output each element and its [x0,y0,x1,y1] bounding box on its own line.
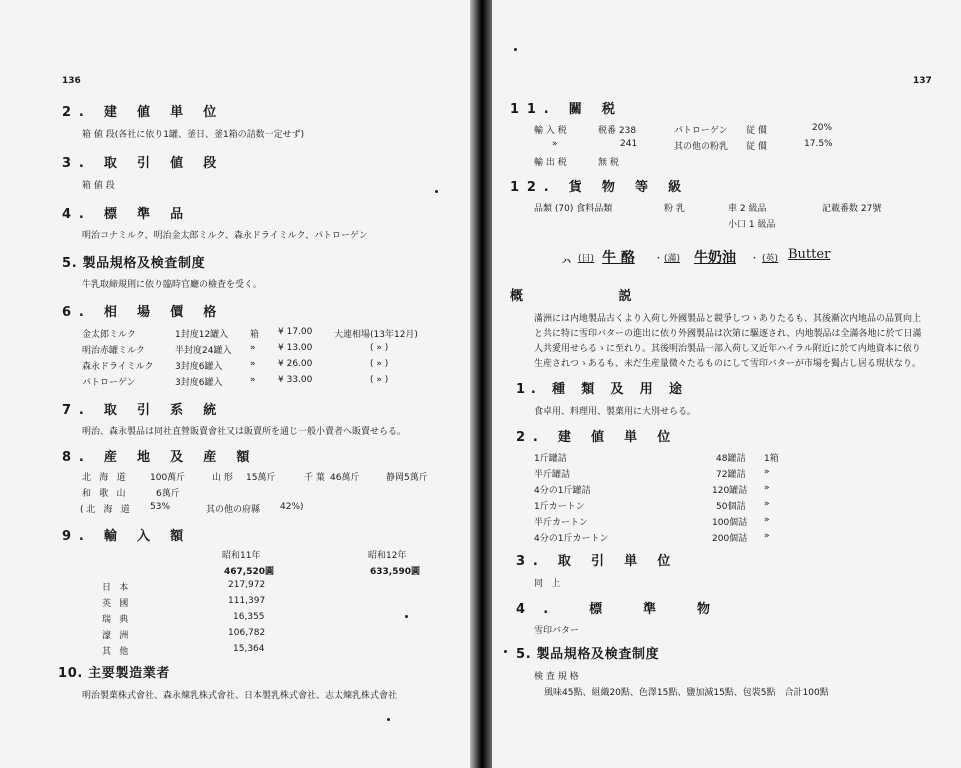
section-heading-2: 2. 建 値 単 位 [62,105,225,120]
price-row-spec: 半封度24罐入 [175,346,232,356]
section-heading-r1: 1. 種 類 及 用 途 [516,382,688,397]
right-page [492,0,961,768]
section-heading-r5: 5. 製品規格及検査制度 [516,647,660,662]
import-value: 15,364 [233,644,265,654]
title-manchu-tag: (滿) [664,254,681,264]
import-country: 日 本 [102,583,131,593]
import-country: 瑞 典 [102,615,131,625]
tariff-cell: 20% [812,123,833,133]
packing-unit: 1箱 [764,454,779,464]
production-cell: 15萬斤 [246,473,276,483]
price-row-price: ¥ 26.00 [278,359,313,369]
tariff-cell: 17.5% [804,139,833,149]
section-heading-r3: 3. 取 引 単 位 [516,554,679,569]
import-value: 16,355 [233,612,265,622]
freight-cell: 粉 乳 [664,204,685,214]
price-row-note: 大連相場(13年12月) [334,330,418,340]
title-en: Butter [788,247,831,262]
production-cell: (北 海 道 [80,505,133,515]
title-sep: ・ [750,254,760,264]
price-row-note: ( » ) [370,375,389,385]
freight-cell: 品類 (70) 食料品類 [534,204,613,214]
production-cell: 42%) [280,502,304,512]
import-country: 其 他 [102,647,131,657]
section-text-4: 明治コナミルク、明治金太郎ミルク、森永ドライミルク、パトローゲン [82,231,368,241]
packing-unit: » [764,483,770,493]
import-total-1: 467,520圓 [224,567,274,577]
section-text-2: 箱 値 段(各社に依り1罐、釜日、釜1箱の詰数一定せず) [82,130,305,140]
price-row-spec: 1封度12罐入 [175,330,229,340]
tariff-cell: パトローゲン [674,126,728,136]
import-country: 英 國 [102,599,131,609]
production-cell: 6萬斤 [156,489,180,499]
left-page [0,0,470,768]
packing-unit: » [764,515,770,525]
import-value: 111,397 [228,596,266,606]
production-cell: 千 葉 [304,473,325,483]
freight-cell: 車 2 級品 [728,204,767,214]
section-heading-6: 6. 相 場 價 格 [62,305,225,320]
section-text-r5-line1: 検 査 規 格 [534,672,579,682]
section-text-r4: 雪印バター [534,626,580,636]
packing-name: 1斤罐詰 [534,454,567,464]
packing-count: 100個詰 [712,518,748,528]
price-row-name: 金太郎ミルク [82,330,136,340]
speck [504,650,507,653]
price-row-spec: 3封度6罐入 [175,378,223,388]
title-jp-tag: (日) [578,254,595,264]
tariff-cell: 無 税 [598,158,619,168]
price-row-unit: » [250,343,256,353]
section-heading-10: 10. 主要製造業者 [58,666,171,681]
book-gutter [470,0,492,768]
packing-unit: » [764,499,770,509]
packing-name: 1斤カートン [534,502,585,512]
packing-name: 半斤罐詰 [534,470,571,480]
tariff-cell: 税番 238 [598,126,637,136]
production-cell: 山 形 [212,473,233,483]
section-heading-7: 7. 取 引 系 統 [62,403,225,418]
speck [514,48,517,51]
title-manchu: 牛奶油 [694,250,736,266]
packing-count: 48罐詰 [716,454,746,464]
title-jp: 牛 酪 [602,250,635,266]
price-row-price: ¥ 17.00 [278,327,313,337]
tariff-cell: » [552,139,558,149]
section-heading-12: 12. 貨 物 等 級 [510,180,689,195]
packing-name: 4分の1斤カートン [534,534,609,544]
speck [387,718,390,721]
section-text-10: 明治製菓株式會社、森永煉乳株式會社、日本製乳株式會社、志太煉乳株式會社 [82,691,398,701]
tariff-cell: 241 [620,139,638,149]
production-cell: 46萬斤 [330,473,360,483]
overview-line: 生産されつゝあるも、未だ生産量微々たるものにして雪印バターが市場を獨占し居る現状なり。 [534,359,921,369]
overview-line: 人共愛用せらるゝに至れり。其後明治製品一部入荷し又近年ハイラル附近に於て内地資本に依り [534,344,921,354]
price-row-name: パトローゲン [82,378,136,388]
section-text-5: 牛乳取締規則に依り臨時官廳の檢査を受く。 [82,280,262,290]
page-number-left: 136 [62,76,81,86]
price-row-note: ( » ) [370,359,389,369]
section-heading-9: 9. 輸 入 額 [62,529,191,544]
overview-line: と共に特に雪印バターの進出に依り外國製品は次第に驅逐され、内地製品は全滿各地に於て日滿 [534,329,922,339]
page-number-right: 137 [913,76,932,86]
price-row-price: ¥ 33.00 [278,375,313,385]
import-country: 濠 洲 [102,631,131,641]
price-row-name: 森永ドライミルク [82,362,154,372]
packing-count: 50個詰 [716,502,746,512]
section-heading-r2: 2. 建 値 単 位 [516,430,679,445]
import-total-2: 633,590圓 [370,567,420,577]
section-heading-8: 8. 産 地 及 産 額 [62,450,258,465]
section-heading-11: 11. 關 税 [510,102,623,117]
section-text-r3: 同 上 [534,579,563,589]
section-text-7: 明治、森永製品は同社直營販賣會社又は販賣所を通じ一般小賣者へ販賣せらる。 [82,427,407,437]
price-row-name: 明治赤罐ミルク [82,346,145,356]
packing-count: 120罐詰 [712,486,748,496]
price-row-unit: » [250,375,256,385]
tariff-cell: 従 價 [746,126,767,136]
price-row-unit: » [250,359,256,369]
packing-unit: » [764,531,770,541]
section-heading-5: 5. 製品規格及検査制度 [62,256,206,271]
freight-cell: 記載番数 27號 [822,204,882,214]
production-cell: 其の他の府縣 [206,505,261,515]
title-prefix: ハ [562,257,572,267]
title-sep: ・ [654,254,664,264]
packing-count: 72罐詰 [716,470,746,480]
production-cell: 53% [150,502,171,512]
tariff-cell: 其の他の粉乳 [674,142,729,152]
overview-line: 滿洲には内地製品古くより入荷し外國製品と競爭しつゝありたるも、其後漸次内地品の品質向上 [534,314,922,324]
price-row-price: ¥ 13.00 [278,343,313,353]
tariff-cell: 輸 入 税 [534,126,567,136]
production-cell: 静岡5萬斤 [386,473,428,483]
import-value: 106,782 [228,628,266,638]
section-heading-4: 4. 標 準 品 [62,207,191,222]
tariff-cell: 輸 出 税 [534,158,567,168]
tariff-cell: 従 價 [746,142,767,152]
packing-name: 4分の1斤罐詰 [534,486,591,496]
production-cell: 100萬斤 [150,473,186,483]
price-row-note: ( » ) [370,343,389,353]
freight-cell: 小口 1 級品 [728,220,776,230]
speck [405,615,408,618]
packing-count: 200個詰 [712,534,748,544]
price-row-spec: 3封度6罐入 [175,362,223,372]
import-year-2: 昭和12年 [368,551,407,561]
production-cell: 和 歌 山 [82,489,129,499]
section-heading-r4: 4. 標 準 物 [516,602,729,617]
price-row-unit: 箱 [250,330,260,340]
packing-name: 半斤カートン [534,518,589,528]
section-heading-3: 3. 取 引 値 段 [62,156,225,171]
section-text-r5-line2: 風味45點、組織20點、色澤15點、鹽加減15點、包裝5點 合計100點 [544,688,829,698]
import-value: 217,972 [228,580,266,590]
section-text-3: 箱 値 段 [82,181,115,191]
packing-unit: » [764,467,770,477]
title-en-tag: (英) [762,254,779,264]
import-year-1: 昭和11年 [222,551,261,561]
speck [435,190,438,193]
overview-heading: 概 説 [510,289,678,304]
production-cell: 北 海 道 [82,473,129,483]
section-text-r1: 食卓用、料理用、製菓用に大別せらる。 [534,407,697,417]
